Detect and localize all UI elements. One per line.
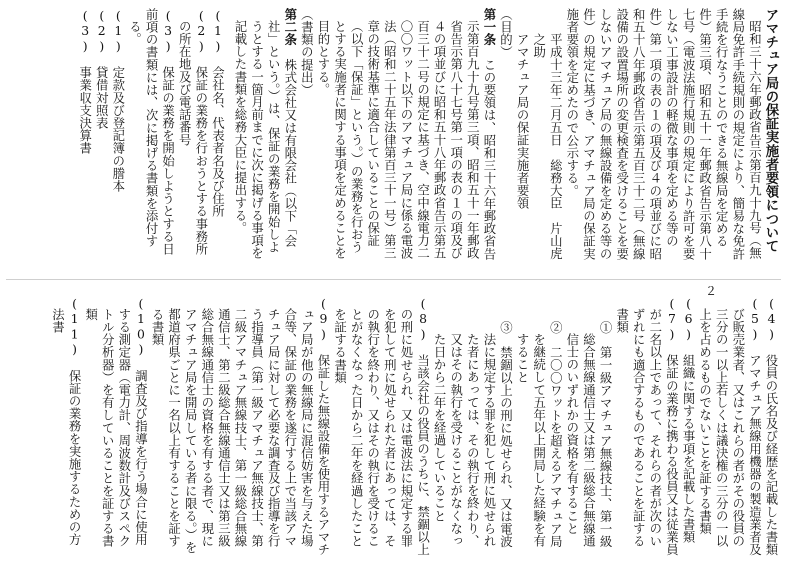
list-item: (8) 当該会社の役員のうちに、禁錮以上の刑に処せられ、又は電波法に規定する罪を犯して刑に処せられた者にあっては、その執行を終わり、又はその執行を受けることがなくなった日から二年を経過したことを証する書類 <box>332 296 431 556</box>
page-number: ２ <box>705 284 718 298</box>
intro-paragraph: 昭和三十六年郵政省告示第百九十九号（無線局免許手続規則の規定により、簡易な免許手続を行なうことのできる無線局を定める件）第三項、昭和五十一年郵政省告示第八十七号（電波法施行規則の規定により許可を要しない工事設計の軽微な事項を定める等の件）第一項の表の１の項及び４の項並びに昭和五十八年郵政省告示第五百三十二号（無線設備の設置場所の変更検査を受けることを要しないアマチュア局の無線設備を定める等の件）の規定に基づき、アマチュア局の保証実施者要領を定めたので公示する。 <box>564 8 763 260</box>
section-heading-documents: （書類の提出） <box>299 8 315 97</box>
list-item: (3) 事業収支決算書 <box>77 8 93 155</box>
list-item: (4) 役員の氏名及び経歴を記載した書類 <box>764 296 779 556</box>
list-item: (7) 保証の業務に携わる役員又は従業員が二名以上であって、それらの者が次のいずれにも適合するものであることを証する書類 <box>614 296 680 556</box>
section-divider <box>6 279 781 280</box>
list-item: (9) 保証した無線設備を使用するアマチュア局が他の無線局に混信妨害を与えた場合等、保証の業務を遂行する上で当該アマチュア局に対して必要な調査及び指導を行う指導員（第一級アマチュア無線技士、第二級アマチュア無線技士、第一級総合無線通信士、第二級総合無線通信士又は第三級総合無線通信士の資格を有する者で、現にアマチュア局を開局している者に限る。）を都道府県ごとに一名以上有することを証する書類 <box>150 296 331 556</box>
list-item: (10) 調査及び指導を行う場合に使用する測定器（電力計、周波数計及びスペクトル分析器）を有していることを証する書類 <box>83 296 149 548</box>
article-1 <box>314 8 497 266</box>
sub-list-item: ③ 禁錮以上の刑に処せられ、又は電波法に規定する罪を犯して刑に処せられた者にあっては、その執行を終わり、又はその執行を受けることがなくなった日から二年を経過していること <box>432 320 514 548</box>
article-1-text: この要領は、昭和三十六年郵政省告示第百九十九号第三項、昭和五十一年郵政省告示第八十七号第一項の表の１の項及び４の項並びに昭和五十八年郵政省告示第五百三十二号の規定に基づき、空中線電力二〇〇ワット以下のアマチュア局に係る電波法（昭和二十五年法律第百三十一号）第三章の技術基準に適合していることの保証（以下「保証」という。）の業務を行おうとする実施者に関する事項を定めることを目的とする。 <box>315 20 497 261</box>
list-item: (1) 会社名、代表者名及び住所 <box>210 8 226 218</box>
list-item: (2) 貸借対照表 <box>94 8 110 130</box>
section-heading-purpose: （目的） <box>498 8 514 59</box>
list-item: (11) 保証の業務を実施するための方法書 <box>50 296 83 546</box>
notice-date-signature: 平成十三年二月五日 総務大臣 片山虎之助 <box>531 32 564 260</box>
article-2-text: 株式会社又は有限会社（以下「会社」という。）は、保証の業務を開始しようとする一箇月前までに次に掲げる事項を記載した書類を総務大臣に提出する。 <box>233 20 298 260</box>
document-title: アマチュア局の保証実施者要領について <box>763 8 779 253</box>
lower-text-block <box>0 294 787 560</box>
list-item: (1) 定款及び登記簿の謄本 <box>110 8 126 193</box>
list-item: (5) アマチュア無線用機器の製造業者及び販売業者、又はこれらの者がその役員の三分の一以上若しくは議決権の三分の一以上を占めるものでないことを証する書類 <box>697 296 763 556</box>
list-item: (3) 保証の業務を開始しようとする日 <box>160 8 176 256</box>
article-1-label: 第一条 <box>481 8 497 46</box>
sub-list-item: ① 第一級アマチュア無線技士、第一級総合無線通信士又は第二級総合無線通信士のいずれかの資格を有すること <box>564 320 614 548</box>
list-item: (6) 組織に関する事項を記載した書類 <box>681 296 697 544</box>
sub-list-item: ② 二〇〇ワットを超えるアマチュア局を継続して五年以上開局した経験を有すること <box>515 320 564 548</box>
list-item: (2) 保証の業務を行おうとする事務所の所在地及び電話番号 <box>177 8 209 256</box>
paragraph-2: 前項の書類には、次に掲げる書類を添付する。 <box>127 8 160 248</box>
article-2-label: 第二条 <box>282 8 298 46</box>
document-name: アマチュア局の保証実施者要領 <box>515 32 531 210</box>
article-2 <box>231 8 297 266</box>
upper-text-block <box>0 6 787 268</box>
